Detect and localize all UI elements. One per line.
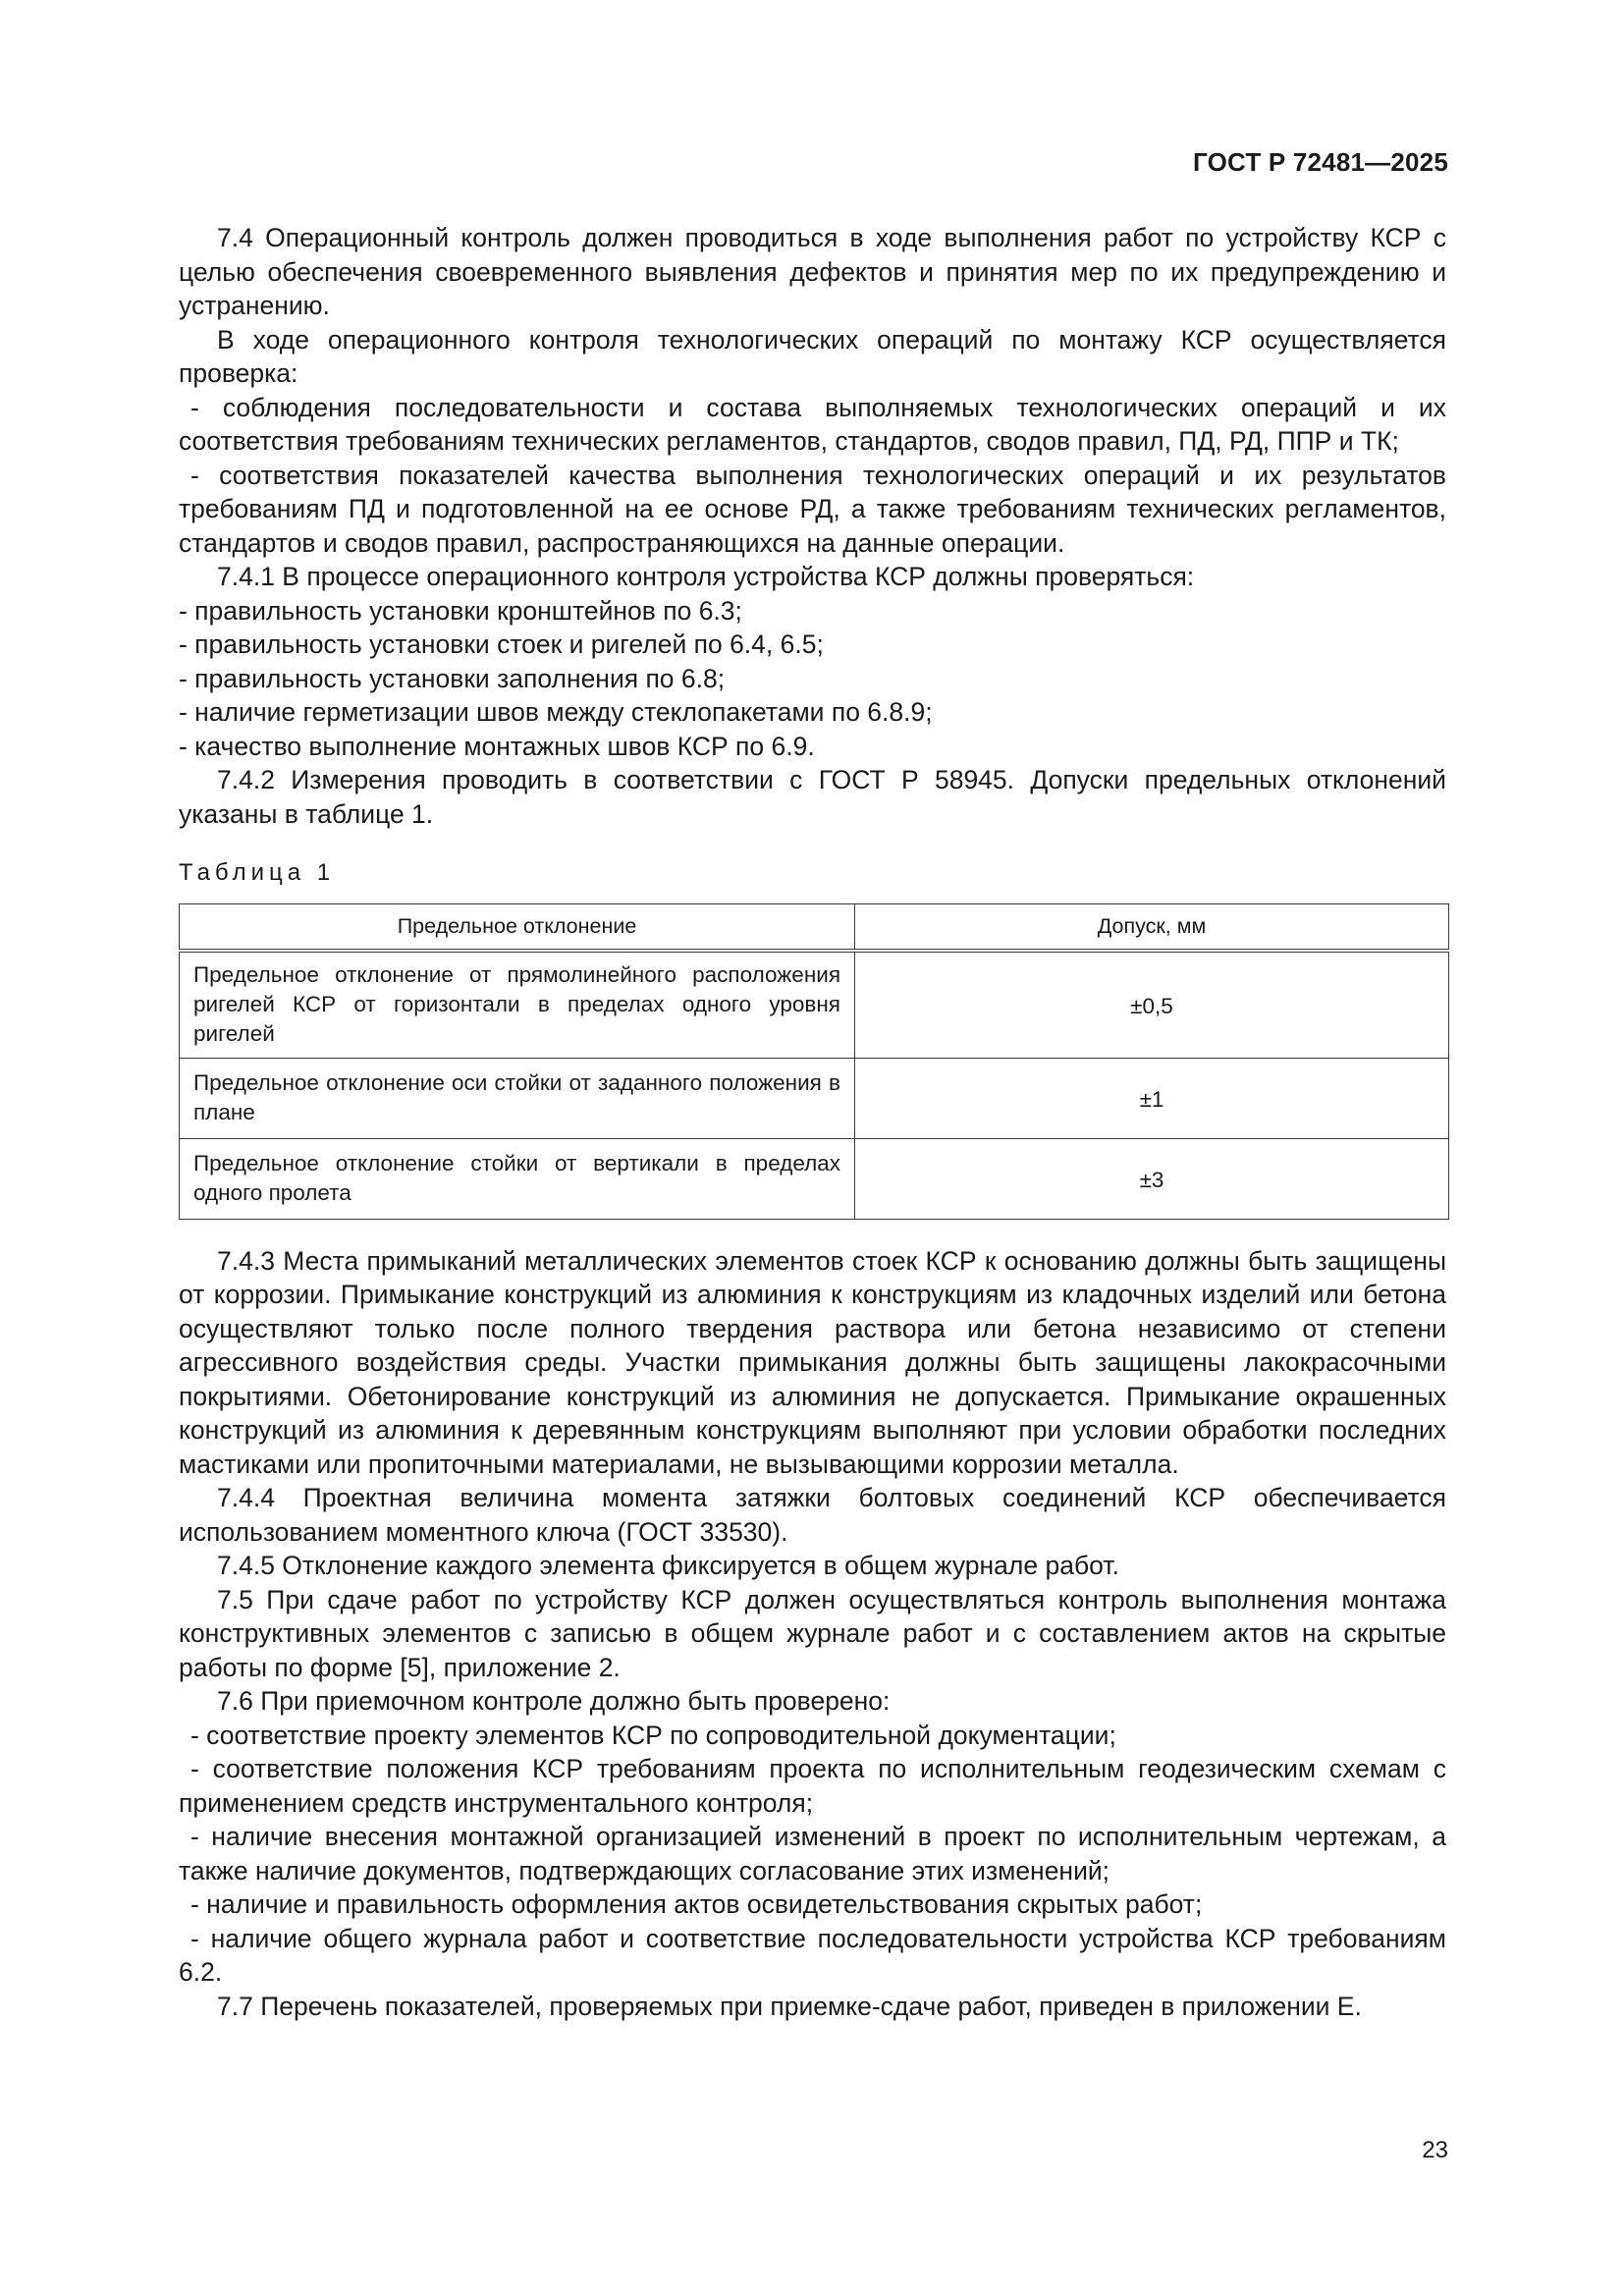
standard-header: ГОСТ Р 72481—2025	[1193, 147, 1448, 177]
list-item: - соответствия показателей качества выполнения технологических операций и их результатов требованиям ПД и подготовленной на ее основе РД, а также требованиям технических регламентов, стандартов и сводов правил, распространяющихся на данные операции.	[179, 460, 1446, 558]
paragraph-7-7: 7.7 Перечень показателей, проверяемых при приемке-сдаче работ, приведен в приложении Е.	[217, 1991, 1362, 2021]
column-header-tolerance: Допуск, мм	[855, 903, 1449, 951]
list-item: - правильность установки заполнения по 6.8;	[179, 663, 726, 693]
paragraph-7-4-3: 7.4.3 Места примыканий металлических элементов стоек КСР к основанию должны быть защищены от коррозии. Примыкание конструкций из алюминия к конструкциям из кладочных изделий или бетона осуществляют только после полного твердения раствора или бетона независимо от степени агрессивного воздействия среды. Участки примыкания должны быть защищены лакокрасочными покрытиями. Обетонирование конструкций из алюминия не допускается. Примыкание окрашенных конструкций из алюминия к деревянным конструкциям выполняют при условии обработки последних мастиками или пропиточными материалами, не вызывающими коррозии металла.	[179, 1245, 1446, 1479]
list-item: - наличие и правильность оформления актов освидетельствования скрытых работ;	[190, 1889, 1203, 1919]
paragraph-7-6: 7.6 При приемочном контроле должно быть проверено:	[217, 1686, 891, 1716]
list-item: - наличие общего журнала работ и соответствие последовательности устройства КСР требованиям 6.2.	[179, 1923, 1446, 1987]
list-item: - соблюдения последовательности и состава выполняемых технологических операций и их соответствия требованиям технических регламентов, стандартов, сводов правил, ПД, РД, ППР и ТК;	[179, 392, 1446, 456]
list-item: - качество выполнение монтажных швов КСР по 6.9.	[179, 731, 815, 761]
list-item: - соответствие положения КСР требованиям проекта по исполнительным геодезическим схемам с применением средств инструментального контроля;	[179, 1754, 1446, 1818]
list-item: - соответствие проекту элементов КСР по сопроводительной документации;	[190, 1720, 1116, 1750]
deviation-cell: Предельное отклонение оси стойки от заданного положения в плане	[180, 1058, 855, 1138]
table-header-row	[180, 903, 1449, 951]
table-caption: Таблица 1	[179, 859, 336, 886]
paragraph-7-5: 7.5 При сдаче работ по устройству КСР должен осуществляться контроль выполнения монтажа конструктивных элементов с записью в общем журнале работ и с составлением актов на скрытые работы по форме [5], приложение 2.	[179, 1584, 1446, 1682]
paragraph-7-4-1: 7.4.1 В процессе операционного контроля устройства КСР должны проверяться:	[217, 562, 1195, 591]
paragraph-7-4: 7.4 Операционный контроль должен проводиться в ходе выполнения работ по устройству КСР с целью обеспечения своевременного выявления дефектов и принятия мер по их предупреждению и устранению.	[179, 223, 1446, 320]
table-row	[180, 1138, 1449, 1219]
list-item: - правильность установки стоек и ригелей по 6.4, 6.5;	[179, 629, 824, 659]
paragraph-7-4-2: 7.4.2 Измерения проводить в соответствии с ГОСТ Р 58945. Допуски предельных отклонений указаны в таблице 1.	[179, 765, 1446, 829]
paragraph-7-4-5: 7.4.5 Отклонение каждого элемента фиксируется в общем журнале работ.	[217, 1551, 1119, 1580]
table-row	[180, 951, 1449, 1059]
tolerance-cell: ±3	[855, 1138, 1449, 1219]
deviation-cell: Предельное отклонение от прямолинейного расположения ригелей КСР от горизонтали в пределах одного уровня ригелей	[180, 951, 855, 1059]
deviation-cell: Предельное отклонение стойки от вертикали в пределах одного пролета	[180, 1138, 855, 1219]
page-content	[179, 221, 1446, 2023]
list-item: - наличие герметизации швов между стеклопакетами по 6.8.9;	[179, 697, 933, 727]
paragraph-operational-control-intro: В ходе операционного контроля технологических операций по монтажу КСР осуществляется проверка:	[179, 324, 1446, 388]
table-row	[180, 1058, 1449, 1138]
tolerance-cell: ±0,5	[855, 951, 1449, 1059]
list-item: - правильность установки кронштейнов по 6.3;	[179, 595, 742, 626]
list-item: - наличие внесения монтажной организацией изменений в проект по исполнительным чертежам, а также наличие документов, подтверждающих согласование этих изменений;	[179, 1822, 1446, 1886]
paragraph-7-4-4: 7.4.4 Проектная величина момента затяжки болтовых соединений КСР обеспечивается использованием моментного ключа (ГОСТ 33530).	[179, 1483, 1446, 1547]
tolerance-cell: ±1	[855, 1058, 1449, 1138]
tolerance-table	[179, 903, 1449, 1220]
column-header-deviation: Предельное отклонение	[180, 903, 855, 951]
page-number: 23	[1422, 2137, 1448, 2163]
